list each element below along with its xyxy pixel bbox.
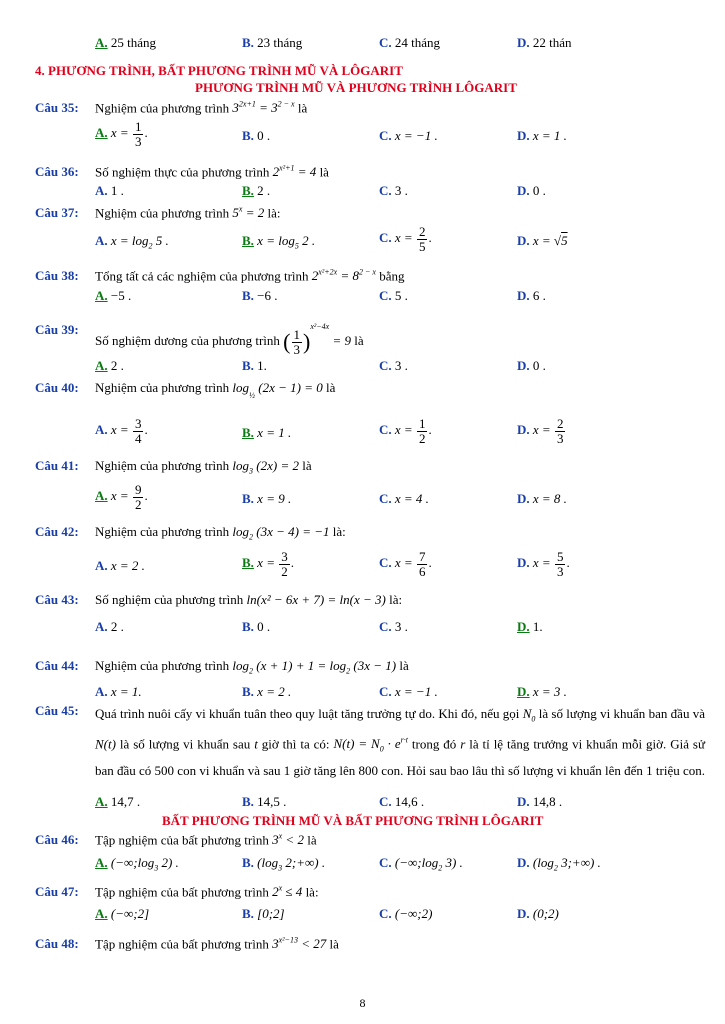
option-c[interactable]: C. 3 . xyxy=(379,619,408,634)
question-text: Nghiệm của phương trình $3^{2x+1} = 3^{2 - x}$ là xyxy=(95,100,308,116)
options-44 xyxy=(95,684,705,704)
question-45: Câu 45: Quá trình nuôi cấy vi khuẩn tuân theo quy luật tăng trưởng tự do. Khi đó, nếu gọi $N_0$ là số lượng vi khuẩn ban đầu và N(t) là số lượng vi khuẩn sau t giờ thì ta có: $N(t) = N_0 \cdot e^{r\cdot t}$ trong đó r là tỉ lệ tăng trưởng vi khuẩn mỗi giờ. Giả sử ban đầu có 500 con vi khuẩn và sau 1 giờ tăng lên 800 con. Hỏi sau bao lâu thì số lượng vi khuẩn lên đến 1 triệu con. xyxy=(35,703,705,789)
option-a[interactable]: A. (−∞;2] xyxy=(95,906,150,921)
option-c[interactable]: C. 5 . xyxy=(379,288,408,303)
option-b[interactable]: B. x = $\frac{3}{2}$ . xyxy=(242,549,294,579)
option-b[interactable]: B. $x = \log_5 2$ . xyxy=(242,233,316,251)
option-a[interactable]: A. x = $\frac{1}{3}$ . xyxy=(95,119,148,149)
options-41 xyxy=(95,482,705,512)
option-d[interactable]: D. ($\log_2$ 3;+∞) . xyxy=(517,855,601,873)
option-b[interactable]: B. [0;2] xyxy=(242,906,285,921)
options-39 xyxy=(95,358,705,378)
options-46 xyxy=(95,855,705,875)
options-47 xyxy=(95,906,705,926)
options-37 xyxy=(95,224,705,254)
option-b[interactable]: B. ($\log_3$ 2;+∞) . xyxy=(242,855,326,873)
option-c[interactable]: C. x = −1 . xyxy=(379,684,438,699)
option-c[interactable]: C. ($-\infty;\log_2$ 3) . xyxy=(379,855,463,873)
option-b[interactable]: B. 2 . xyxy=(242,183,271,198)
option-c[interactable]: C. x = $\frac{7}{6}$ . xyxy=(379,549,432,579)
option-d[interactable]: D. x = $\frac{5}{3}$ . xyxy=(517,549,570,579)
option-d[interactable]: D. 0 . xyxy=(517,358,546,373)
section-title: 4. PHƯƠNG TRÌNH, BẤT PHƯƠNG TRÌNH MŨ VÀ LÔGARIT xyxy=(35,63,403,78)
option-a[interactable]: A. x = $\frac{9}{2}$ . xyxy=(95,482,148,512)
option-b[interactable]: B. 23 tháng xyxy=(242,35,303,50)
option-a[interactable]: A. 1 . xyxy=(95,183,124,198)
option-a[interactable]: A. 14,7 . xyxy=(95,794,141,809)
option-d[interactable]: D. x = √5 xyxy=(517,233,568,248)
option-a[interactable]: A. x = 2 . xyxy=(95,558,145,573)
option-b[interactable]: B. 14,5 . xyxy=(242,794,287,809)
option-d[interactable]: D. (0;2) xyxy=(517,906,559,921)
option-c[interactable]: C. 24 tháng xyxy=(379,35,441,50)
option-b[interactable]: B. x = 9 . xyxy=(242,491,292,506)
options-38 xyxy=(95,288,705,308)
option-a[interactable]: A. $x = \log_2 5$ . xyxy=(95,233,169,251)
options-36 xyxy=(95,183,705,203)
option-d[interactable]: D. x = 3 . xyxy=(517,684,567,699)
option-c[interactable]: C. (−∞;2) xyxy=(379,906,433,921)
option-c[interactable]: C. 14,6 . xyxy=(379,794,425,809)
option-c[interactable]: C. x = $\frac{1}{2}$ . xyxy=(379,416,432,446)
option-b[interactable]: B. 0 . xyxy=(242,619,271,634)
page-number: 8 xyxy=(359,996,366,1010)
option-c[interactable]: C. 3 . xyxy=(379,358,408,373)
option-a[interactable]: A. x = $\frac{3}{4}$ . xyxy=(95,416,148,446)
option-a[interactable]: A. 25 tháng xyxy=(95,35,157,50)
option-a[interactable]: A. ($-\infty;\log_3$ 2) . xyxy=(95,855,179,873)
option-a[interactable]: A. 2 . xyxy=(95,619,124,634)
option-a[interactable]: A. 2 . xyxy=(95,358,124,373)
option-b[interactable]: B. x = 1 . xyxy=(242,425,292,440)
option-b[interactable]: B. 0 . xyxy=(242,128,271,143)
option-d[interactable]: D. x = 8 . xyxy=(517,491,567,506)
option-d[interactable]: D. 14,8 . xyxy=(517,794,563,809)
option-d[interactable]: D. x = 1 . xyxy=(517,128,567,143)
option-b[interactable]: B. −6 . xyxy=(242,288,278,303)
option-c[interactable]: C. 3 . xyxy=(379,183,408,198)
options-43 xyxy=(95,619,705,639)
top-options xyxy=(95,35,705,55)
option-d[interactable]: D. 1. xyxy=(517,619,543,634)
options-45 xyxy=(95,794,705,814)
options-40 xyxy=(95,416,705,446)
option-d[interactable]: D. x = $\frac{2}{3}$ xyxy=(517,416,564,446)
option-c[interactable]: C. x = 4 . xyxy=(379,491,429,506)
option-a[interactable]: A. −5 . xyxy=(95,288,132,303)
options-42 xyxy=(95,549,705,579)
option-c[interactable]: C. x = −1 . xyxy=(379,128,438,143)
subsection-title: PHƯƠNG TRÌNH MŨ VÀ PHƯƠNG TRÌNH LÔGARIT xyxy=(195,80,517,95)
options-35 xyxy=(95,119,705,149)
option-b[interactable]: B. x = 2 . xyxy=(242,684,292,699)
option-a[interactable]: A. x = 1. xyxy=(95,684,142,699)
subsection-title: BẤT PHƯƠNG TRÌNH MŨ VÀ BẤT PHƯƠNG TRÌNH LÔGARIT xyxy=(162,813,544,828)
question-text: Quá trình nuôi cấy vi khuẩn tuân theo quy luật tăng trưởng tự do. Khi đó, nếu gọi $N_0$ là số lượng vi khuẩn ban đầu và N(t) là số lượng vi khuẩn sau t giờ thì ta có: $N(t) = N_0 \cdot e^{r\cdot t}$ trong đó r là tỉ lệ tăng trưởng vi khuẩn mỗi giờ. Giả sử ban đầu có 500 con vi khuẩn và sau 1 giờ tăng lên 800 con. Hỏi sau bao lâu thì số lượng vi khuẩn lên đến 1 triệu con. xyxy=(95,706,706,778)
option-b[interactable]: B. 1. xyxy=(242,358,267,373)
option-c[interactable]: C. x = $\frac{2}{5}$ . xyxy=(379,224,432,254)
option-d[interactable]: D. 6 . xyxy=(517,288,546,303)
option-d[interactable]: D. 0 . xyxy=(517,183,546,198)
option-d[interactable]: D. 22 thán xyxy=(517,35,572,50)
